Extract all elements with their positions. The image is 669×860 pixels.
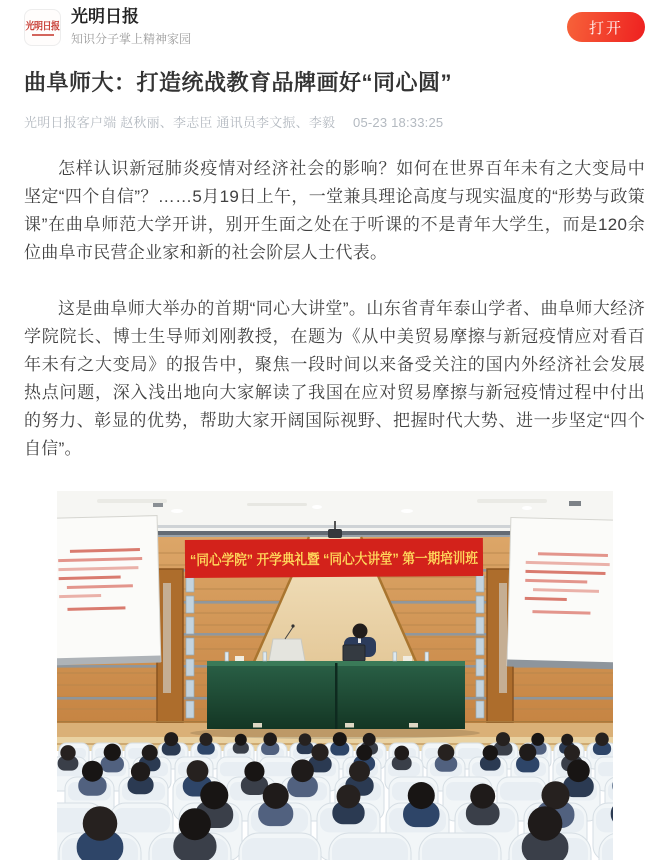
app-header <box>0 0 669 48</box>
article-body <box>24 155 645 463</box>
article-paragraph: 这是曲阜师大举办的首期“同心大讲堂”。山东省青年泰山学者、曲阜师大经济学院院长、博士生导师刘刚教授，在题为《从中美贸易摩擦与新冠疫情应对看百年未有之大变局》的报告中，聚焦一段时间以来备受关注的国内外经济社会发展热点问题，深入浅出地向大家解读了我国在应对贸易摩擦与新冠疫情过程中付出的努力、彰显的优势，帮助大家开阔国际视野、把握时代大势、进一步坚定“四个自信”。 <box>24 299 645 458</box>
projection-screen-left <box>57 516 161 666</box>
article-byline <box>24 112 645 131</box>
app-title-block <box>71 7 191 47</box>
app-logo[interactable] <box>24 9 61 46</box>
app-logo-text: 光明日报 <box>25 19 60 32</box>
wall-light-strip <box>476 575 484 718</box>
article-paragraph: 怎样认识新冠肺炎疫情对经济社会的影响？如何在世界百年未有之大变局中坚定“四个自信”？……5月19日上午，一堂兼具理论高度与现实温度的“形势与政策课”在曲阜师范大学开讲，别开生面之处在于听课的不是青年大学生，而是120余位曲阜市民营企业家和新的社会阶层人士代表。 <box>24 159 645 262</box>
app-tagline: 知识分子掌上精神家园 <box>71 32 192 46</box>
open-app-button[interactable]: 打开 <box>567 12 645 42</box>
projection-screen-right <box>507 518 613 670</box>
publish-timestamp: 05-23 18:33:25 <box>353 115 444 130</box>
app-logo-decoration <box>32 34 54 36</box>
audience <box>57 732 613 860</box>
article-title: 曲阜师大：打造统战教育品牌画好“同心圆” <box>24 70 453 95</box>
wall-light-strip <box>186 575 194 718</box>
byline-authors: 光明日报客户端 赵秋丽、李志臣 通讯员李文振、李毅 <box>24 115 336 130</box>
lecture-hall-photo <box>57 491 613 860</box>
podium <box>269 639 305 661</box>
banner-text: “同心学院” 开学典礼暨 “同心大讲堂” 第一期培训班 <box>189 550 521 570</box>
article-photo <box>57 491 613 860</box>
stage-banner <box>184 538 521 578</box>
app-name: 光明日报 <box>71 7 139 26</box>
